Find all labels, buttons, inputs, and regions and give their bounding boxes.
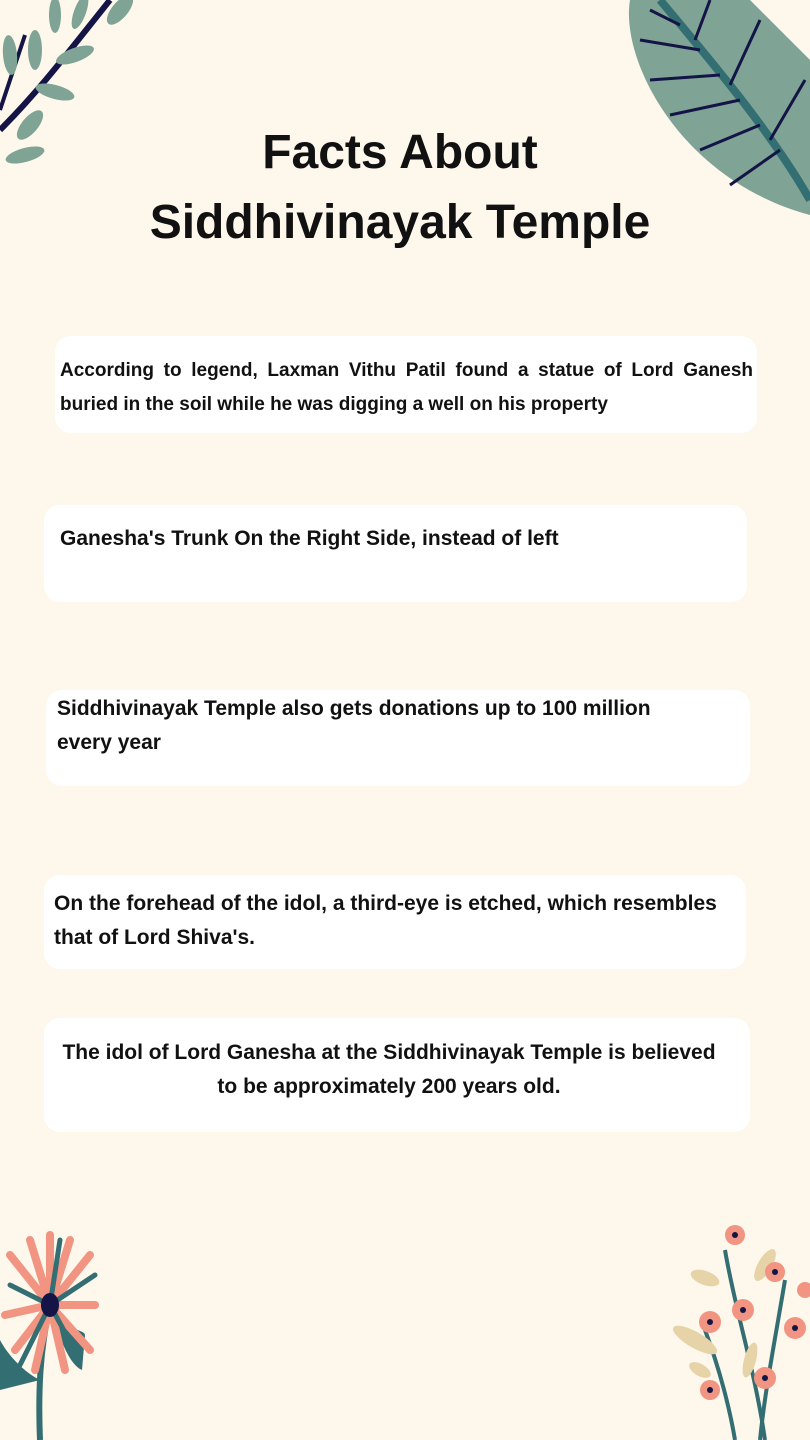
fact-card-3 — [46, 690, 750, 786]
fact-card-4 — [44, 875, 746, 969]
fact-text: Siddhivinayak Temple also gets donations up to 100 million every year — [57, 697, 651, 754]
fact-text: On the forehead of the idol, a third-eye is etched, which resembles that of Lord Shiva's. — [54, 892, 717, 949]
fact-card-5 — [44, 1018, 750, 1132]
fact-text: The idol of Lord Ganesha at the Siddhivinayak Temple is believed to be approximately 200 years old. — [62, 1041, 716, 1098]
fact-text: According to legend, Laxman Vithu Patil found a statue of Lord Ganesh buried in the soil while he was digging a well on his property — [60, 360, 753, 415]
title-line-2: Siddhivinayak Temple — [149, 196, 651, 249]
fact-card-1 — [55, 336, 757, 433]
daisy-flower-decoration — [0, 1230, 150, 1440]
wildflowers-decoration — [665, 1210, 810, 1440]
fact-card-2 — [44, 505, 747, 602]
title-line-1: Facts About — [262, 126, 538, 179]
fact-text: Ganesha's Trunk On the Right Side, instead of left — [60, 527, 559, 550]
page-title — [0, 118, 800, 258]
